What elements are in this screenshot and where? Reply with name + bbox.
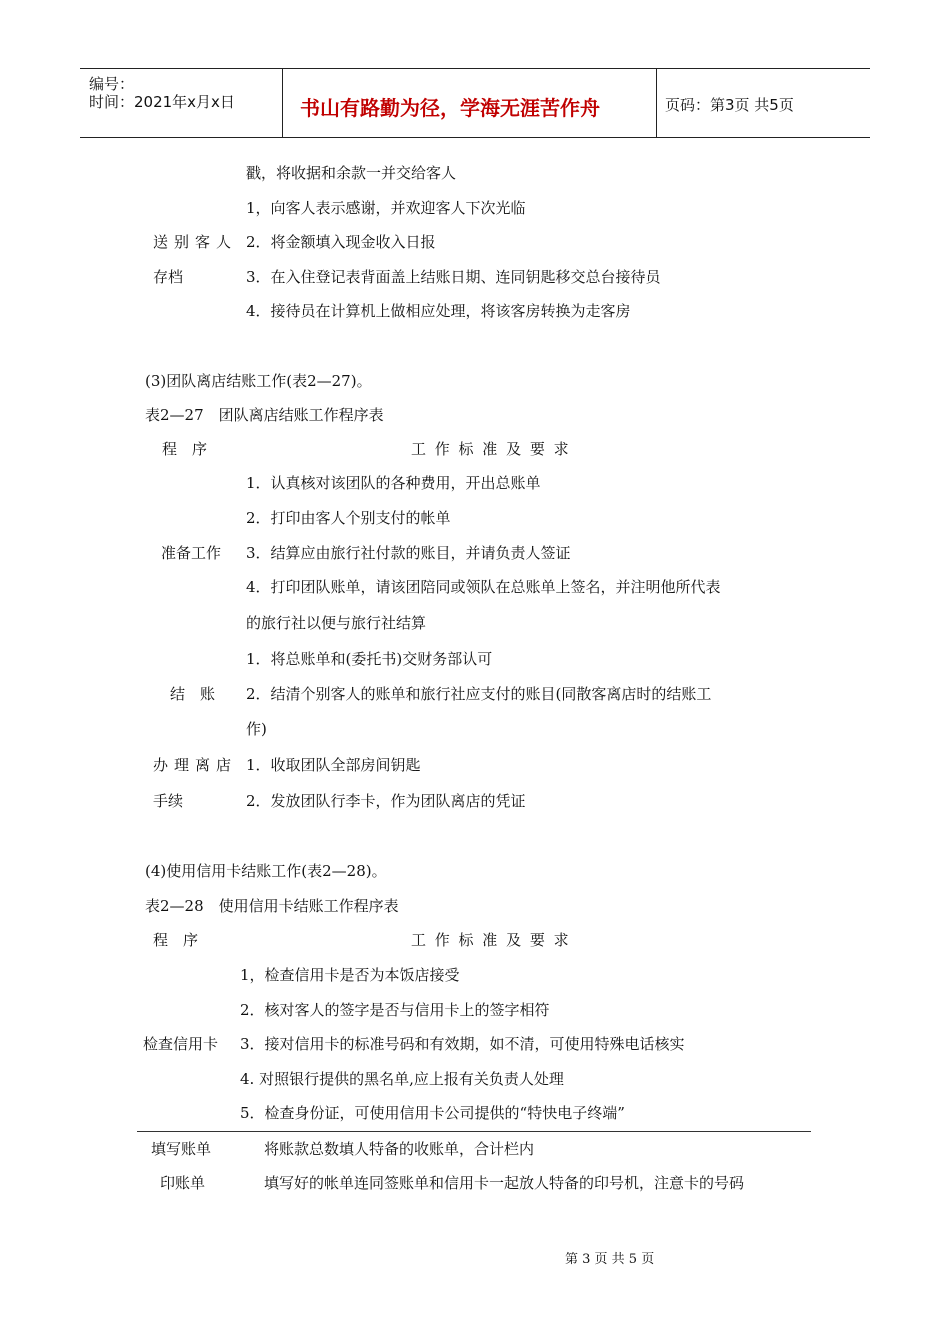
section-intro: (4)使用信用卡结账工作(表2—28)。 [145, 862, 387, 880]
procedure-step: 结 账 [170, 685, 216, 703]
column-header-procedure: 程 序 [153, 931, 199, 949]
list-item: 1，检查信用卡是否为本饭店接受 [240, 966, 460, 984]
page-footer: 第 3 页 共 5 页 [565, 1252, 655, 1267]
list-item: 4．打印团队账单，请该团陪同或领队在总账单上签名，并注明他所代表 [246, 578, 721, 596]
header-motto: 书山有路勤为径，学海无涯苦作舟 [300, 96, 600, 120]
list-item: 3．在入住登记表背面盖上结账日期、连同钥匙移交总台接待员 [246, 268, 661, 286]
table-cell: 填写好的帐单连同签账单和信用卡一起放人特备的印号机，注意卡的号码 [264, 1174, 745, 1192]
list-item: 4．接待员在计算机上做相应处理，将该客房转换为走客房 [246, 302, 631, 320]
list-item: 5．检查身份证，可使用信用卡公司提供的“特快电子终端” [240, 1104, 625, 1122]
list-item: 1，向客人表示感谢，并欢迎客人下次光临 [246, 199, 526, 217]
list-item: 3．结算应由旅行社付款的账目，并请负责人签证 [246, 544, 571, 562]
procedure-step: 办理离店 [153, 756, 238, 774]
procedure-step: 手续 [153, 792, 184, 810]
procedure-step: 填写账单 [151, 1140, 212, 1158]
continuation-line: 戳，将收据和余款一并交给客人 [246, 164, 457, 182]
procedure-step: 印账单 [160, 1174, 206, 1192]
table-title: 表2—27 团队离店结账工作程序表 [145, 406, 384, 424]
document-number-label: 编号： [89, 75, 135, 93]
header-divider [282, 69, 283, 137]
procedure-step: 准备工作 [161, 544, 222, 562]
column-header-standard: 工 作 标 准 及 要 求 [411, 440, 571, 458]
list-item: 1．收取团队全部房间钥匙 [246, 756, 421, 774]
list-item: 2．核对客人的签字是否与信用卡上的签字相符 [240, 1001, 550, 1019]
table-title: 表2—28 使用信用卡结账工作程序表 [145, 897, 399, 915]
list-item: 2．发放团队行李卡，作为团队离店的凭证 [246, 792, 526, 810]
section-intro: (3)团队离店结账工作(表2—27)。 [145, 372, 372, 390]
list-item: 的旅行社以便与旅行社结算 [246, 614, 427, 632]
page-info: 页码：第3页 共5页 [665, 96, 794, 114]
column-header-procedure: 程 序 [162, 440, 208, 458]
page-header [80, 68, 870, 138]
list-item: 2．打印由客人个别支付的帐单 [246, 509, 451, 527]
list-item: 3．接对信用卡的标准号码和有效期，如不清，可使用特殊电话核实 [240, 1035, 685, 1053]
procedure-step: 存档 [153, 268, 184, 286]
procedure-step: 送别客人 [153, 233, 238, 251]
document-time-label: 时间：2021年x月x日 [89, 93, 235, 111]
list-item: 4. 对照银行提供的黑名单,应上报有关负责人处理 [240, 1070, 564, 1088]
list-item: 1．认真核对该团队的各种费用，开出总账单 [246, 474, 541, 492]
list-item: 1．将总账单和(委托书)交财务部认可 [246, 650, 493, 668]
list-item: 2．将金额填入现金收入日报 [246, 233, 436, 251]
table-divider [137, 1131, 811, 1132]
list-item: 作) [246, 720, 267, 738]
list-item: 2．结清个别客人的账单和旅行社应支付的账目(同散客离店时的结账工 [246, 685, 712, 703]
procedure-step: 检查信用卡 [143, 1035, 219, 1053]
table-cell: 将账款总数填人特备的收账单，合计栏内 [264, 1140, 535, 1158]
header-divider [656, 69, 657, 137]
column-header-standard: 工 作 标 准 及 要 求 [411, 931, 571, 949]
